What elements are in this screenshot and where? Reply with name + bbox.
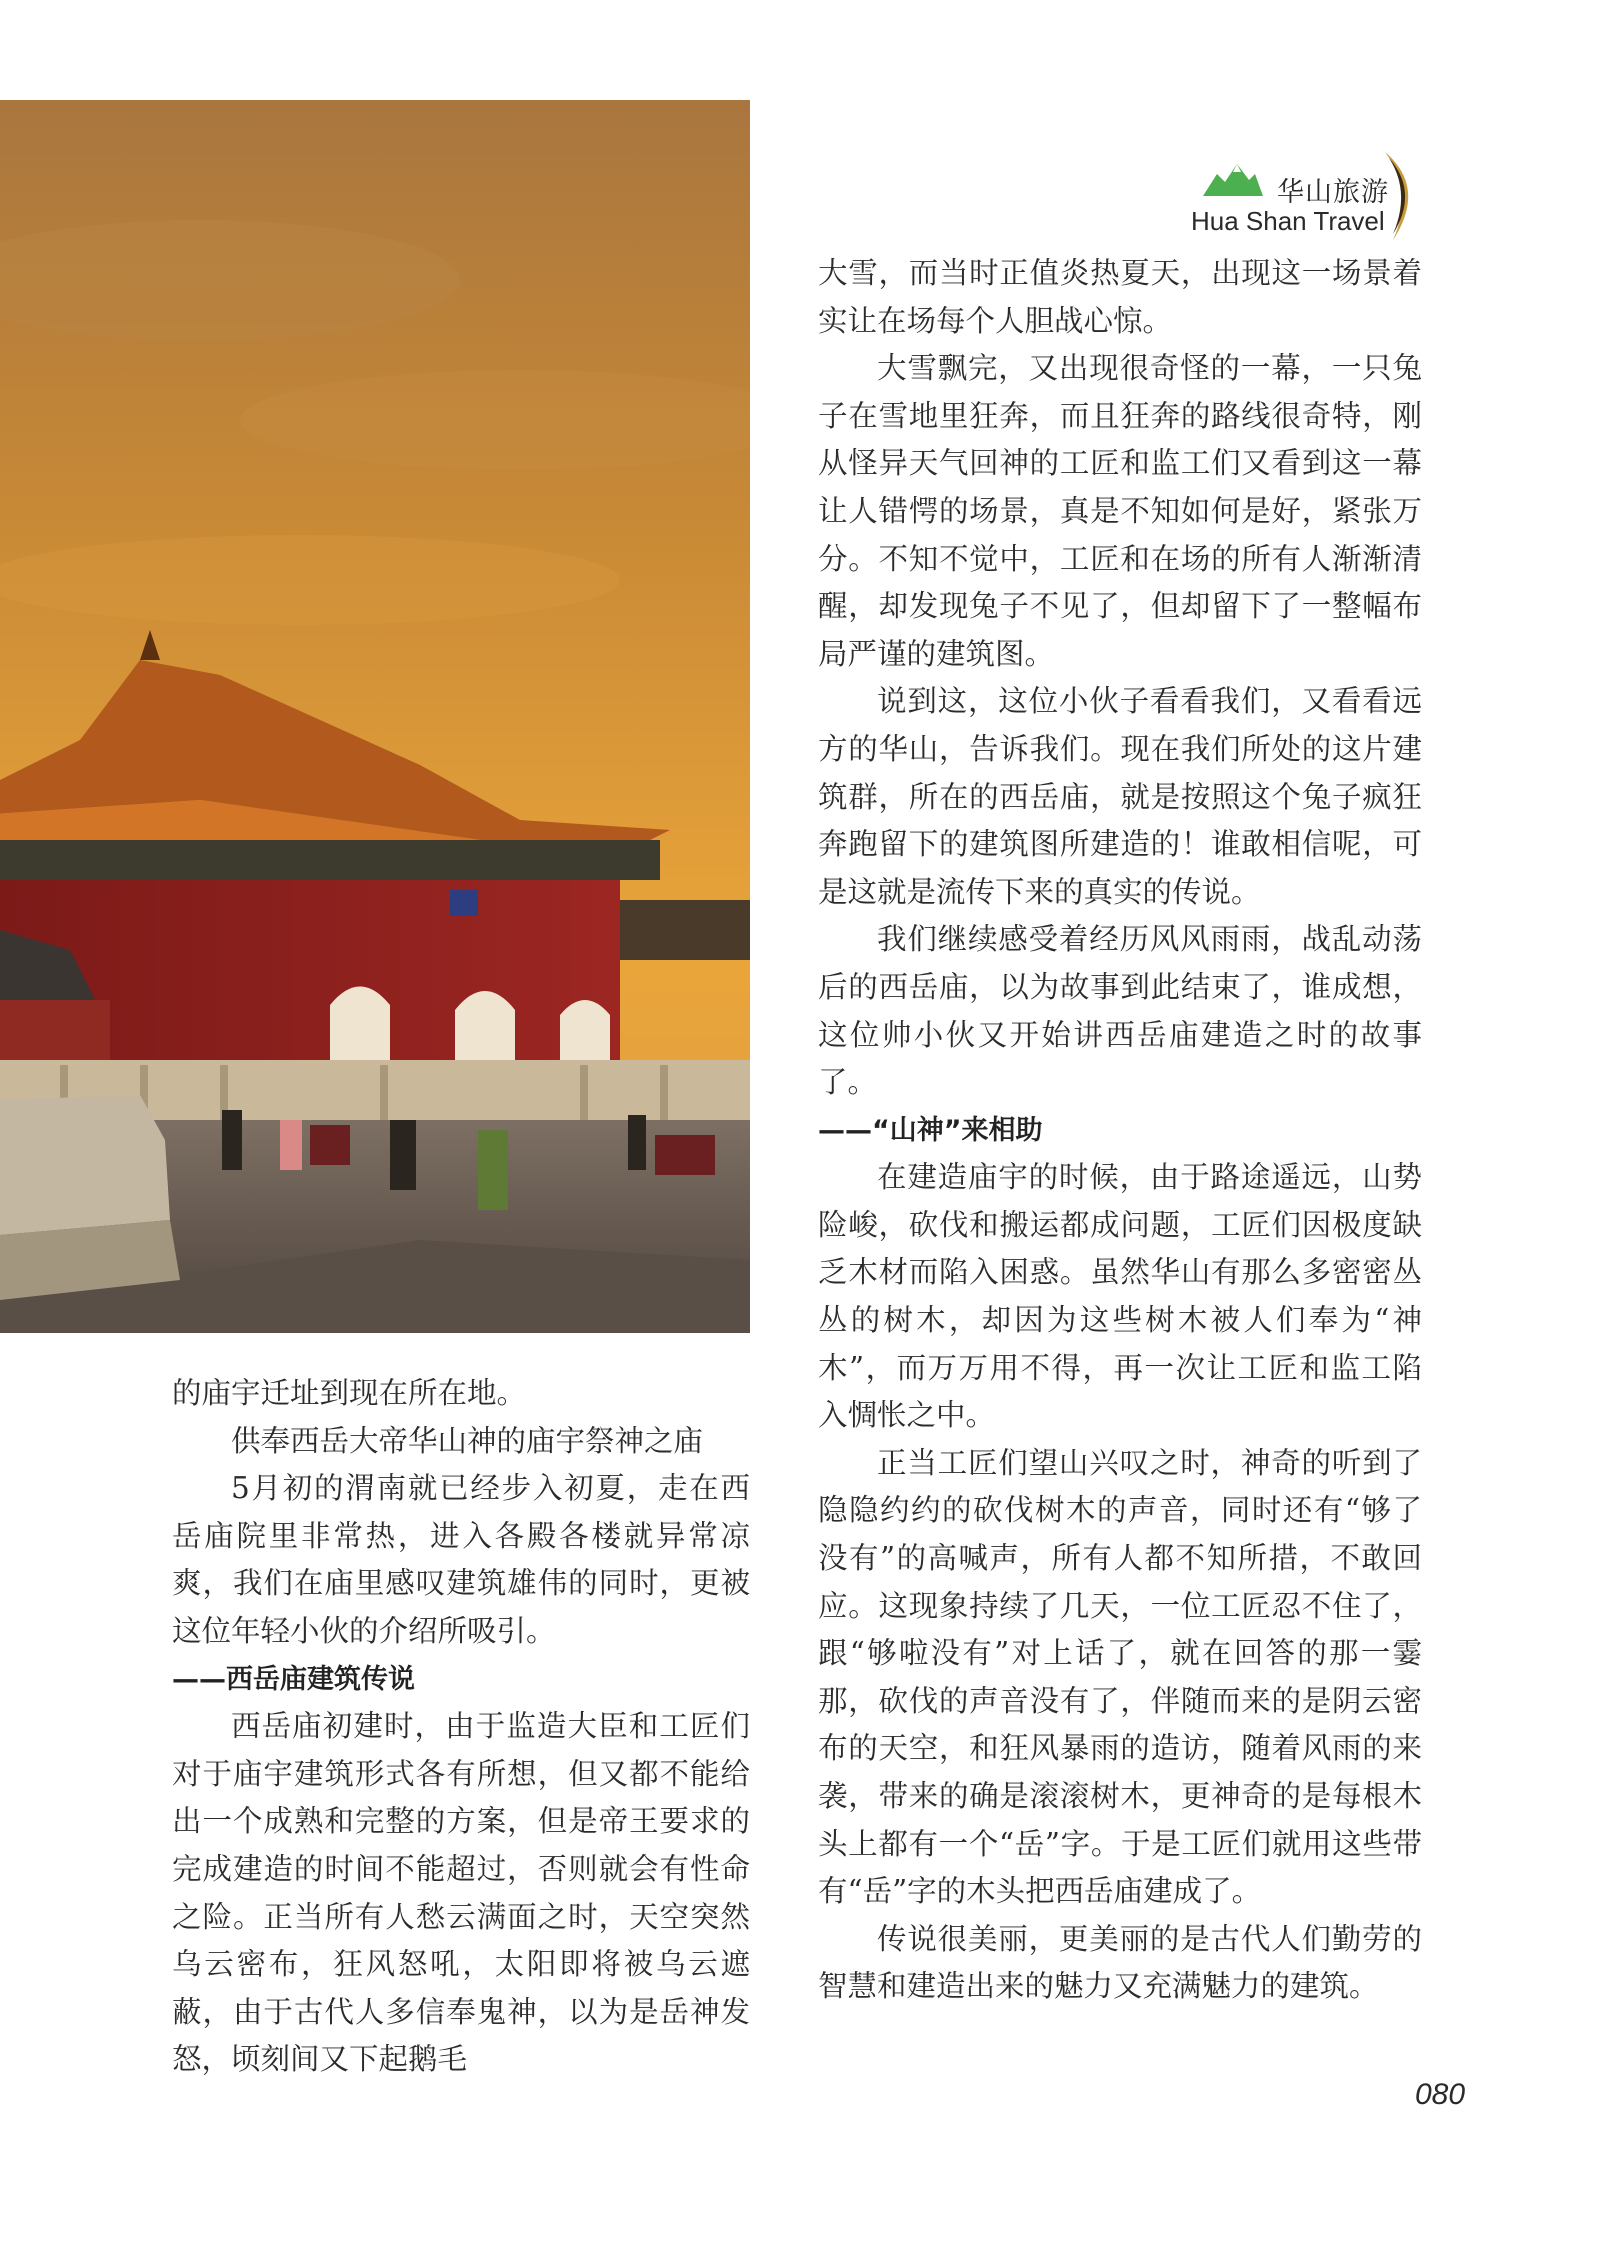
paragraph: 说到这，这位小伙子看看我们，又看看远方的华山，告诉我们。现在我们所处的这片建筑群，所在的西岳庙，就是按照这个兔子疯狂奔跑留下的建筑图所建造的！谁敢相信呢，可是这就是流传下来的真实的传说。 (818, 684, 1422, 909)
paragraph: 在建造庙宇的时候，由于路途遥远，山势险峻，砍伐和搬运都成问题，工匠们因极度缺乏木材而陷入困惑。虽然华山有那么多密密丛丛的树木，却因为这些树木被人们奉为“神木”，而万万用不得，再一次让工匠和监工陷入惆怅之中。 (818, 1160, 1422, 1433)
paragraph: 5月初的渭南就已经步入初夏，走在西岳庙院里非常热，进入各殿各楼就异常凉爽，我们在庙里感叹建筑雄伟的同时，更被这位年轻小伙的介绍所吸引。 (172, 1471, 750, 1648)
paragraph: 大雪，而当时正值炎热夏天，出现这一场景着实让在场每个人胆战心惊。 (818, 256, 1422, 338)
mountain-logo-icon (1203, 162, 1263, 196)
paragraph: 我们继续感受着经历风风雨雨，战乱动荡后的西岳庙，以为故事到此结束了，谁成想，这位帅小伙又开始讲西岳庙建造之时的故事了。 (818, 922, 1422, 1100)
right-text-column (818, 250, 1422, 2011)
page-number: 080 (1415, 2078, 1466, 2111)
section-heading: ——“山神”来相助 (818, 1114, 1043, 1146)
paragraph: 传说很美丽，更美丽的是古代人们勤劳的智慧和建造出来的魅力又充满魅力的建筑。 (818, 1921, 1422, 2004)
paragraph: 正当工匠们望山兴叹之时，神奇的听到了隐隐约约的砍伐树木的声音，同时还有“够了没有”的高喊声，所有人都不知所措，不敢回应。这现象持续了几天，一位工匠忍不住了，跟“够啦没有”对上话了，就在回答的那一霎那，砍伐的声音没有了，伴随而来的是阴云密布的天空，和狂风暴雨的造访，随着风雨的来袭，带来的确是滚滚树木，更神奇的是每根木头上都有一个“岳”字。于是工匠们就用这些带有“岳”字的木头把西岳庙建成了。 (818, 1445, 1422, 1909)
logo-swoosh-icon (1375, 148, 1425, 244)
paragraph: 西岳庙初建时，由于监造大臣和工匠们对于庙宇建筑形式各有所想，但又都不能给出一个成熟和完整的方案，但是帝王要求的完成建造的时间不能超过，否则就会有性命之险。正当所有人愁云满面之时，天空突然乌云密布，狂风怒吼，太阳即将被乌云遮蔽，由于古代人多信奉鬼神，以为是岳神发怒，顷刻间又下起鹅毛 (172, 1709, 750, 2077)
left-text-column (172, 1370, 750, 2084)
logo-name-en: Hua Shan Travel (1191, 206, 1385, 236)
section-subtitle: 供奉西岳大帝华山神的庙宇祭神之庙 (231, 1423, 704, 1458)
logo-name-cn: 华山旅游 (1277, 177, 1389, 208)
section-heading: ——西岳庙建筑传说 (172, 1663, 415, 1695)
paragraph: 的庙宇迁址到现在所在地。 (172, 1376, 527, 1410)
temple-photo-image (0, 100, 750, 1333)
temple-photo (0, 100, 750, 1333)
hua-shan-travel-logo (1185, 148, 1425, 244)
paragraph: 大雪飘完，又出现很奇怪的一幕，一只兔子在雪地里狂奔，而且狂奔的路线很奇特，刚从怪异天气回神的工匠和监工们又看到这一幕让人错愕的场景，真是不知如何是好，紧张万分。不知不觉中，工匠和在场的所有人渐渐清醒，却发现兔子不见了，但却留下了一整幅布局严谨的建筑图。 (818, 351, 1422, 671)
